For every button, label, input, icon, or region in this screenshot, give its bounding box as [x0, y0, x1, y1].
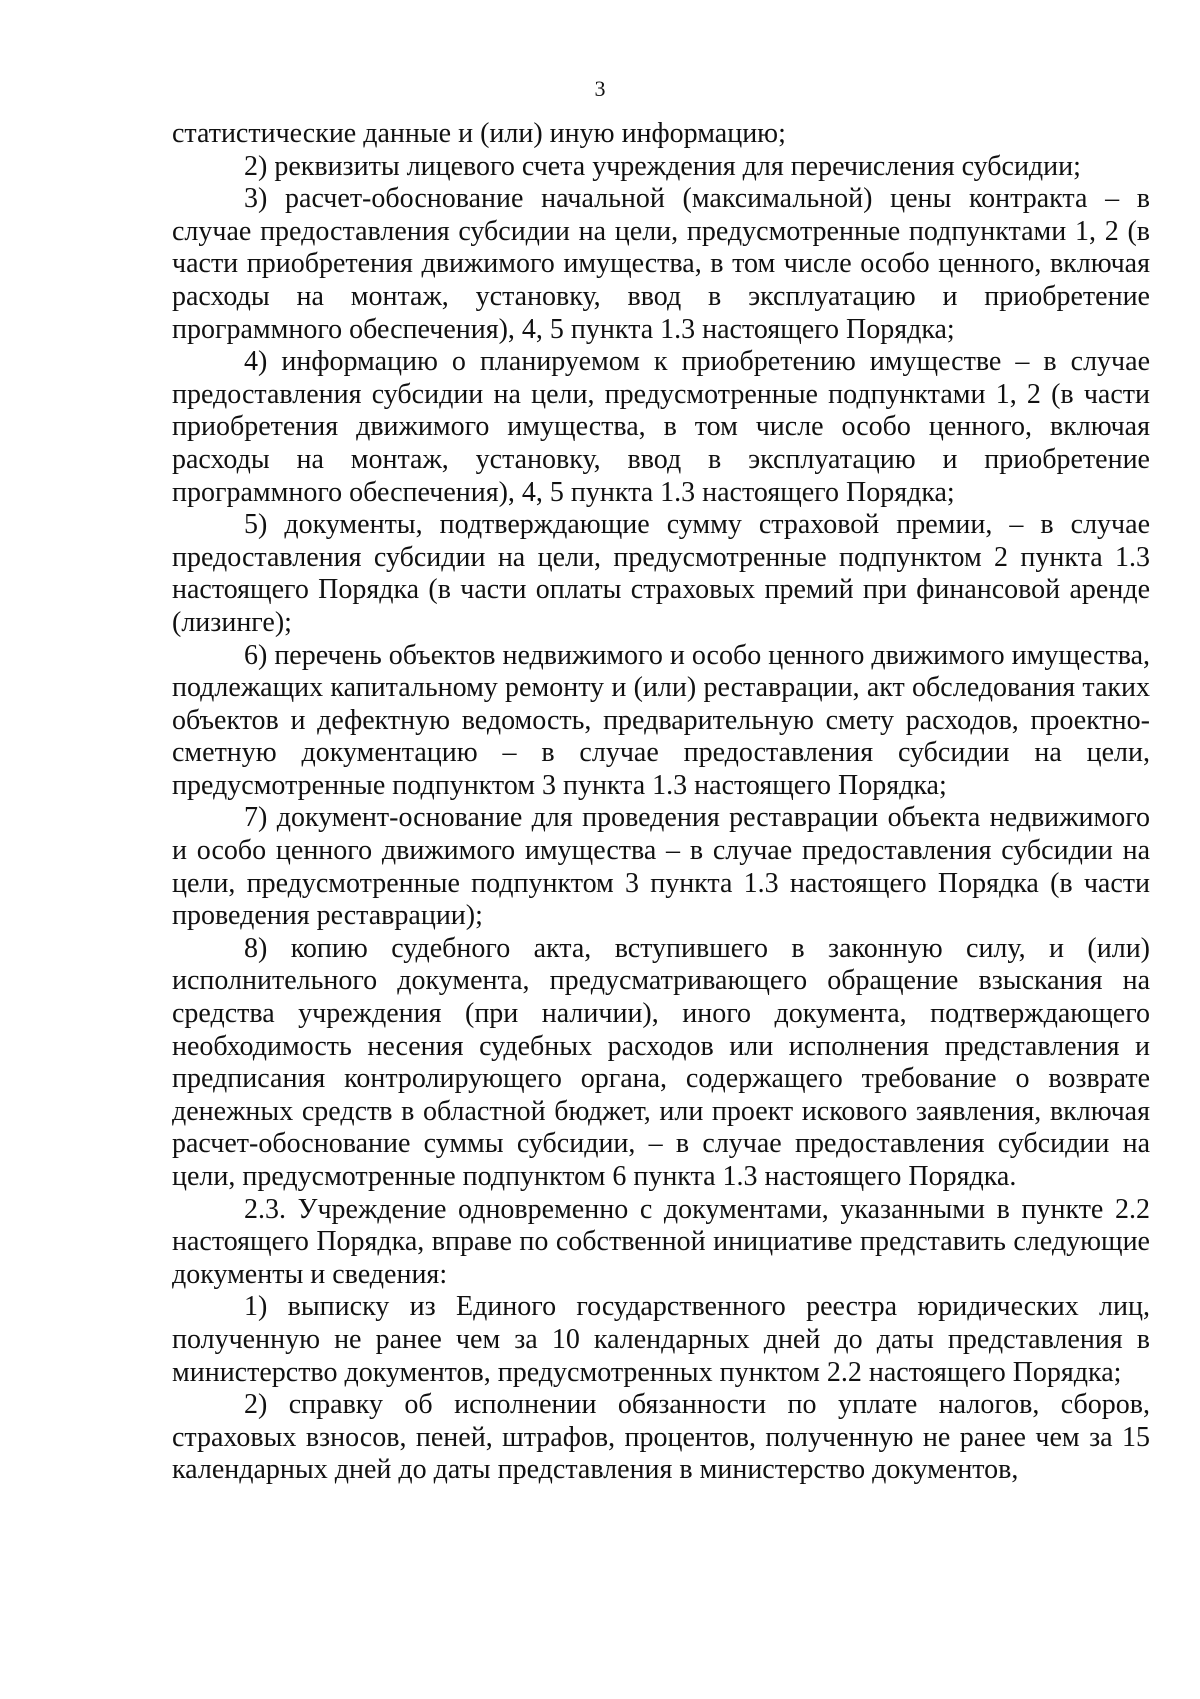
paragraph-subitem-2: 2) справку об исполнении обязанности по уплате налогов, сборов, страховых взносов, пеней, штрафов, процентов, полученную не ранее чем за 15 календарных дней до даты представления в министерство документов, — [172, 1389, 1150, 1486]
paragraph-item-5: 5) документы, подтверждающие сумму страховой премии, – в случае предоставления субсидии на цели, предусмотренные подпунктом 2 пункта 1.3 настоящего Порядка (в части оплаты страховых премий при финансовой аренде (лизинге); — [172, 509, 1150, 638]
page-number: 3 — [594, 76, 606, 101]
paragraph-item-2: 2) реквизиты лицевого счета учреждения для перечисления субсидии; — [244, 150, 1081, 182]
paragraph-item-3: 3) расчет-обоснование начальной (максимальной) цены контракта – в случае предоставления субсидии на цели, предусмотренные подпунктами 1, 2 (в части приобретения движимого имущества, в том числе особо ценного, включая расходы на монтаж, установку, ввод в эксплуатацию и приобретение программного обеспечения), 4, 5 пункта 1.3 настоящего Порядка; — [172, 183, 1150, 345]
paragraph-item-6: 6) перечень объектов недвижимого и особо ценного движимого имущества, подлежащих капитальному ремонту и (или) реставрации, акт обследования таких объектов и дефектную ведомость, предварительную смету расходов, проектно-сметную документацию – в случае предоставления субсидии на цели, предусмотренные подпунктом 3 пункта 1.3 настоящего Порядка; — [172, 639, 1150, 801]
paragraph-item-8: 8) копию судебного акта, вступившего в законную силу, и (или) исполнительного документа, предусматривающего обращение взыскания на средства учреждения (при наличии), иного документа, подтверждающего необходимость несения судебных расходов или исполнения представления и предписания контролирующего органа, содержащего требование о возврате денежных средств в областной бюджет, или проект искового заявления, включая расчет-обоснование суммы субсидии, – в случае предоставления субсидии на цели, предусмотренные подпунктом 6 пункта 1.3 настоящего Порядка. — [172, 932, 1150, 1192]
document-body — [172, 118, 1150, 1487]
paragraph-item-7: 7) документ-основание для проведения реставрации объекта недвижимого и особо ценного движимого имущества – в случае предоставления субсидии на цели, предусмотренные подпунктом 3 пункта 1.3 настоящего Порядка (в части проведения реставрации); — [172, 802, 1150, 932]
paragraph-subitem-1: 1) выписку из Единого государственного реестра юридических лиц, полученную не ранее чем за 10 календарных дней до даты представления в министерство документов, предусмотренных пунктом 2.2 настоящего Порядка; — [172, 1291, 1150, 1388]
paragraph-continuation: статистические данные и (или) иную информацию; — [172, 118, 786, 149]
paragraph-section-2-3: 2.3. Учреждение одновременно с документами, указанными в пункте 2.2 настоящего Порядка, вправе по собственной инициативе представить следующие документы и сведения: — [172, 1193, 1150, 1290]
paragraph-item-4: 4) информацию о планируемом к приобретению имуществе – в случае предоставления субсидии на цели, предусмотренные подпунктами 1, 2 (в части приобретения движимого имущества, в том числе особо ценного, включая расходы на монтаж, установку, ввод в эксплуатацию и приобретение программного обеспечения), 4, 5 пункта 1.3 настоящего Порядка; — [172, 346, 1150, 508]
